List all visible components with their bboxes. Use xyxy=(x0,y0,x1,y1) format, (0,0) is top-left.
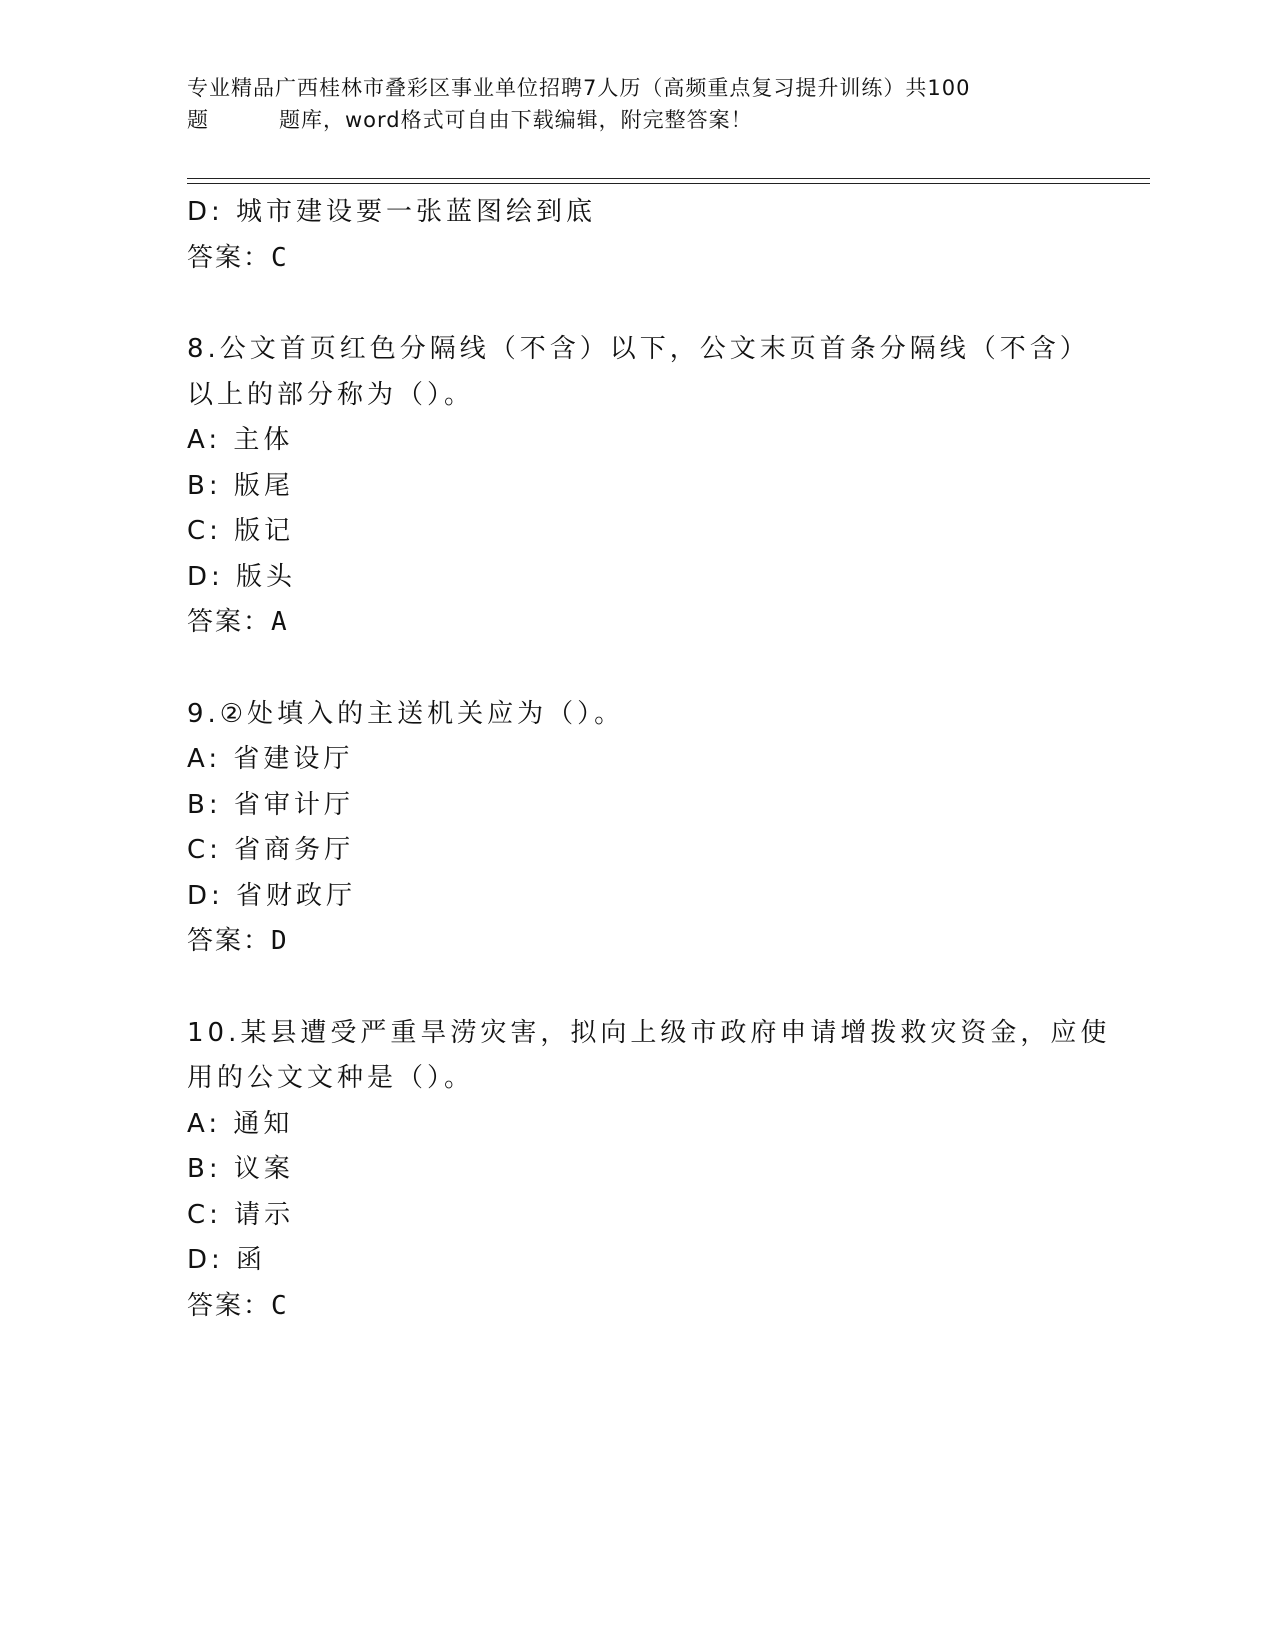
question-10-option-d: D: 函 xyxy=(187,1245,267,1275)
prev-answer xyxy=(187,236,1087,282)
question-8-option-b: B: 版尾 xyxy=(187,470,294,501)
question-8-option-a: A: 主体 xyxy=(187,425,294,455)
question-8-option-d: D: 版头 xyxy=(187,561,297,592)
question-9-stem-line-1: 9.②处填入的主送机关应为（）。 xyxy=(187,698,625,729)
question-10-option-b: B: 议案 xyxy=(187,1154,294,1184)
answer-label: 答案： xyxy=(187,607,272,637)
header-rule-top xyxy=(187,178,1150,179)
page-header xyxy=(187,72,1087,136)
answer-label: 答案： xyxy=(187,242,272,273)
question-10-answer xyxy=(187,1284,1087,1330)
header-line-2-rest: 题库，word格式可自由下载编辑，附完整答案！ xyxy=(279,108,753,132)
header-line-2-start: 题 xyxy=(187,108,209,132)
question-9-answer xyxy=(187,919,1087,965)
prev-option-d: D: 城市建设要一张蓝图绘到底 xyxy=(187,197,597,227)
question-8-stem-line-2: 以上的部分称为（）。 xyxy=(187,379,475,410)
answer-value: C xyxy=(271,242,289,273)
question-8-answer xyxy=(187,600,1087,646)
answer-value: D xyxy=(271,926,289,956)
answer-value: A xyxy=(271,607,289,637)
answer-label: 答案： xyxy=(187,1290,272,1321)
question-10-stem-line-1: 10.某县遭受严重旱涝灾害，拟向上级市政府申请增拨救灾资金，应使 xyxy=(187,1017,1111,1048)
question-10-option-a: A: 通知 xyxy=(187,1108,294,1139)
question-8-option-c: C: 版记 xyxy=(187,516,295,546)
question-9-option-a: A: 省建设厅 xyxy=(187,744,354,774)
question-8-stem-line-1: 8.公文首页红色分隔线（不含）以下，公文末页首条分隔线（不含） xyxy=(187,334,1090,364)
question-content xyxy=(187,190,1111,1329)
header-rule-bottom xyxy=(187,183,1150,184)
question-9-option-b: B: 省审计厅 xyxy=(187,789,354,820)
answer-label: 答案： xyxy=(187,926,272,956)
header-line-1: 专业精品广西桂林市叠彩区事业单位招聘7人历（高频重点复习提升训练）共100 xyxy=(187,76,971,100)
answer-value: C xyxy=(271,1290,289,1321)
question-10-stem-line-2: 用的公文文种是（）。 xyxy=(187,1063,475,1093)
header-line-2 xyxy=(187,104,1087,136)
question-9-option-d: D: 省财政厅 xyxy=(187,880,357,911)
question-10-option-c: C: 请示 xyxy=(187,1199,295,1230)
question-9-option-c: C: 省商务厅 xyxy=(187,835,355,865)
